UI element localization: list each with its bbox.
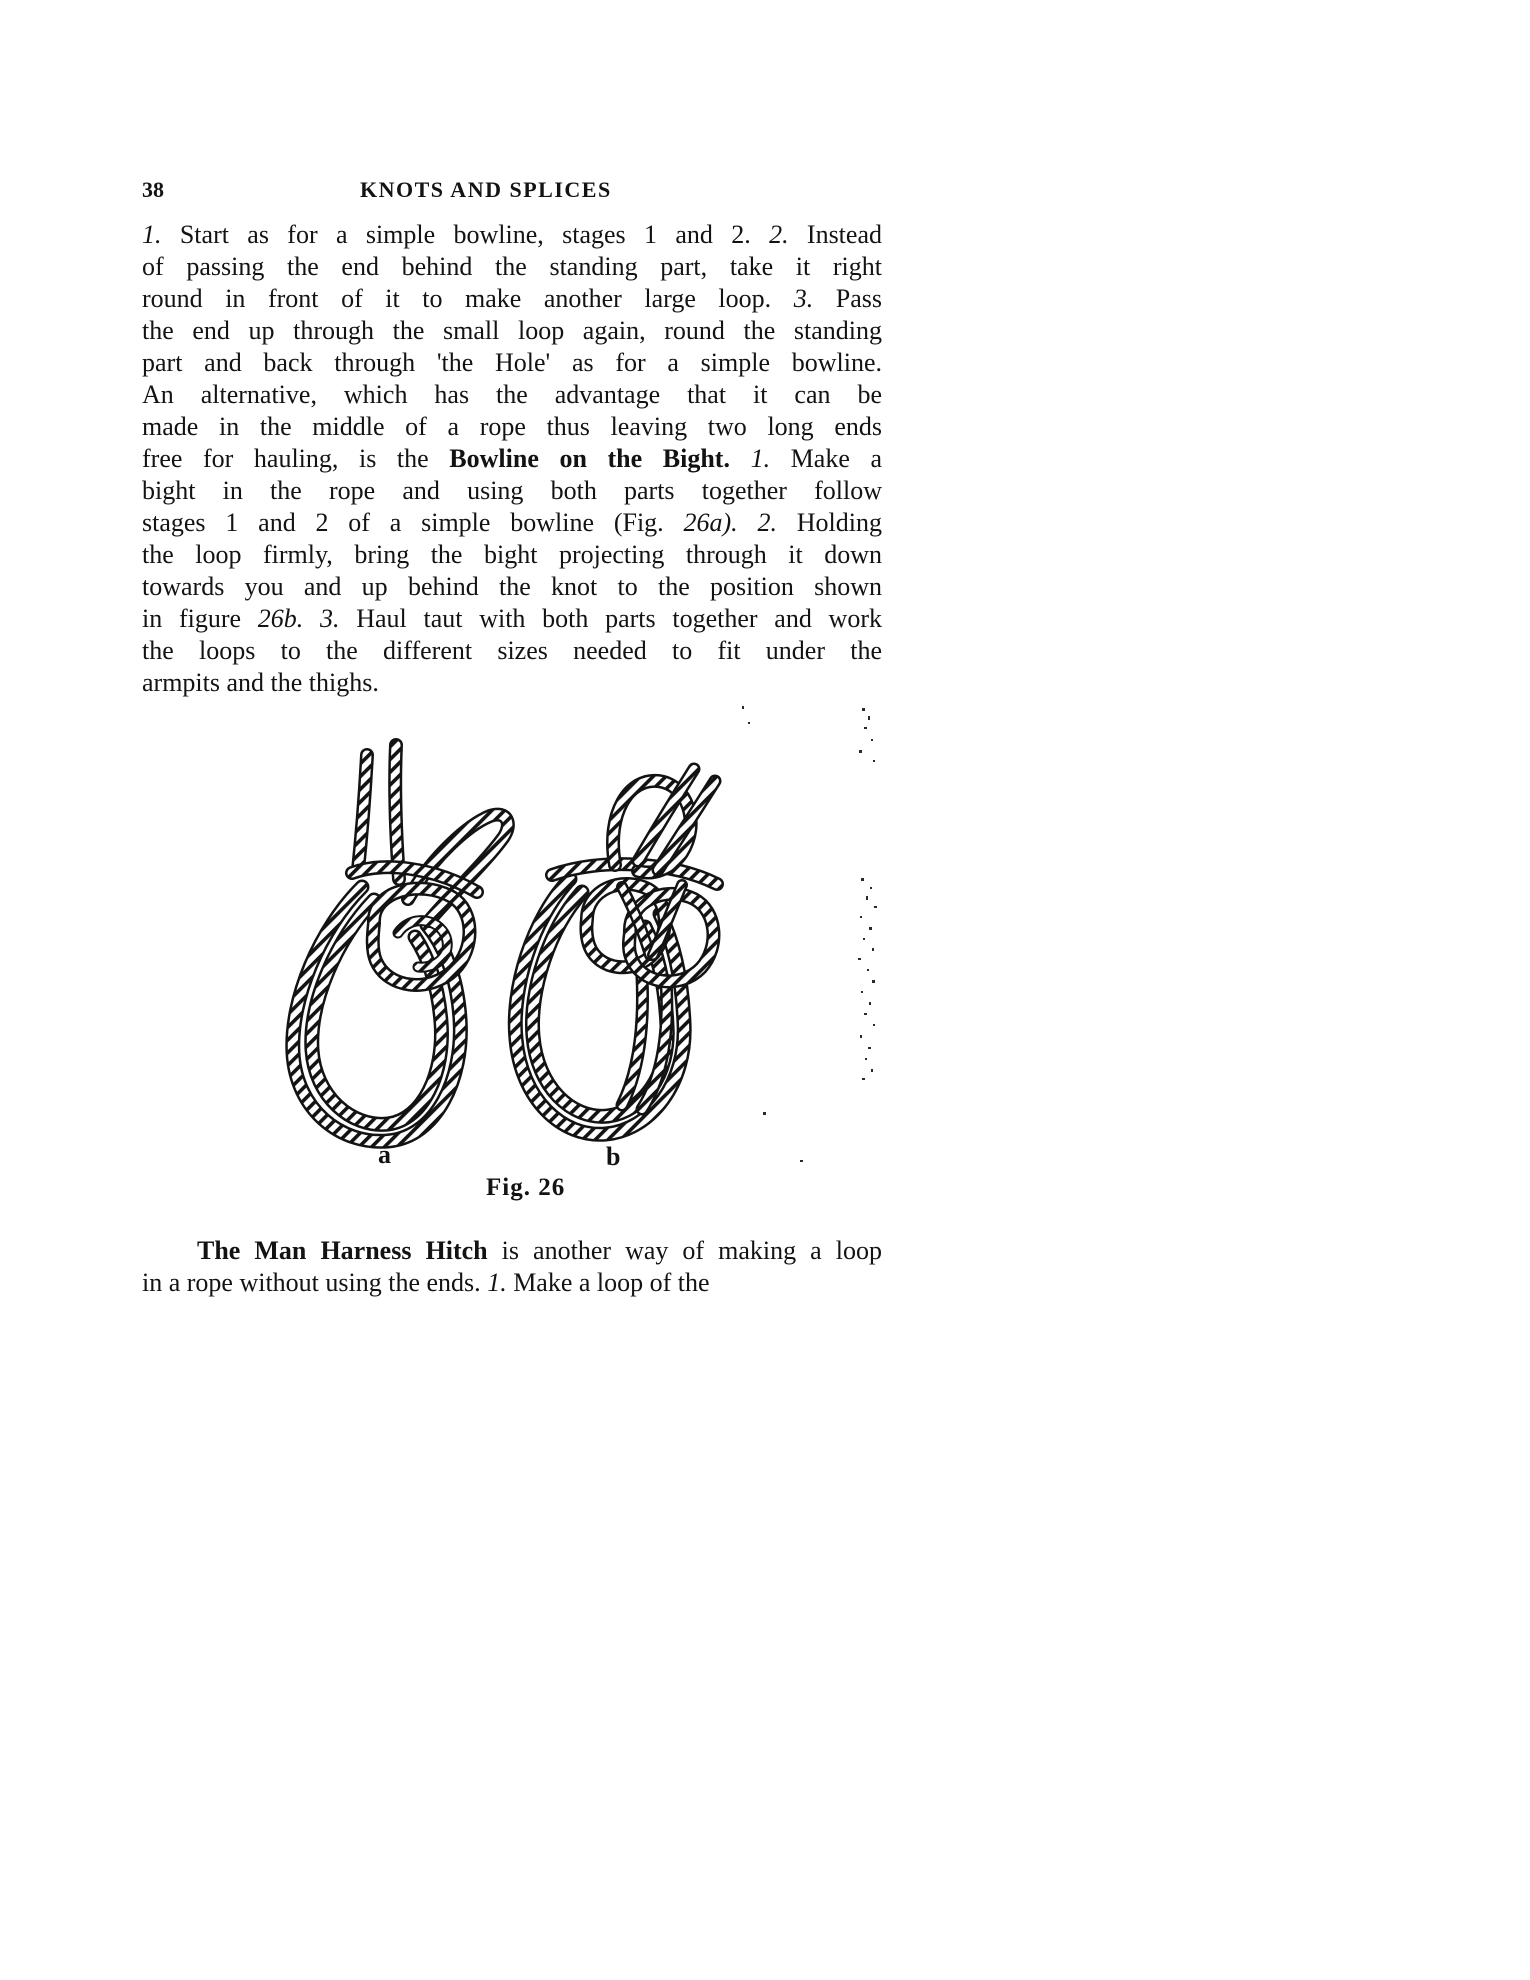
body-paragraph: 1. Start as for a simple bowline, stages 1 and 2. 2. Instead of passing the end behind the standing part, take it right round in front of it to make another large loop. 3. Pass the end up through the small loop again, round the standing part and back through 'the Hole' as for a simple bowline. An alternative, which has the advantage that it can be made in the middle of a rope thus leaving two long ends free for hauling, is the Bowline on the Bight. 1. Make a bight in the rope and using both parts together follow stages 1 and 2 of a simple bowline (Fig. 26a). 2. Holding the loop firmly, bring the bight projecting through it down towards you and up behind the knot to the position shown in figure 26b. 3. Haul taut with both parts together and work the loops to the different sizes needed to fit under the armpits and the thighs.	[142, 220, 883, 697]
knot-a-standing-parts	[358, 745, 399, 879]
running-title: KNOTS AND SPLICES	[360, 177, 612, 202]
knot-b	[515, 769, 717, 1134]
figure-label-b: b	[606, 1142, 621, 1171]
page-number: 38	[142, 177, 164, 202]
knot-illustrations	[270, 737, 830, 1149]
knot-a-body	[352, 867, 477, 985]
knot-a	[293, 745, 508, 1141]
closing-paragraph: The Man Harness Hitch is another way of making a loop in a rope without using the ends. 1. Make a loop of the	[142, 1236, 882, 1297]
running-head	[0, 177, 1530, 207]
figure-26	[270, 737, 830, 1149]
figure-caption: Fig. 26	[486, 1174, 566, 1201]
figure-label-a: a	[378, 1140, 391, 1169]
